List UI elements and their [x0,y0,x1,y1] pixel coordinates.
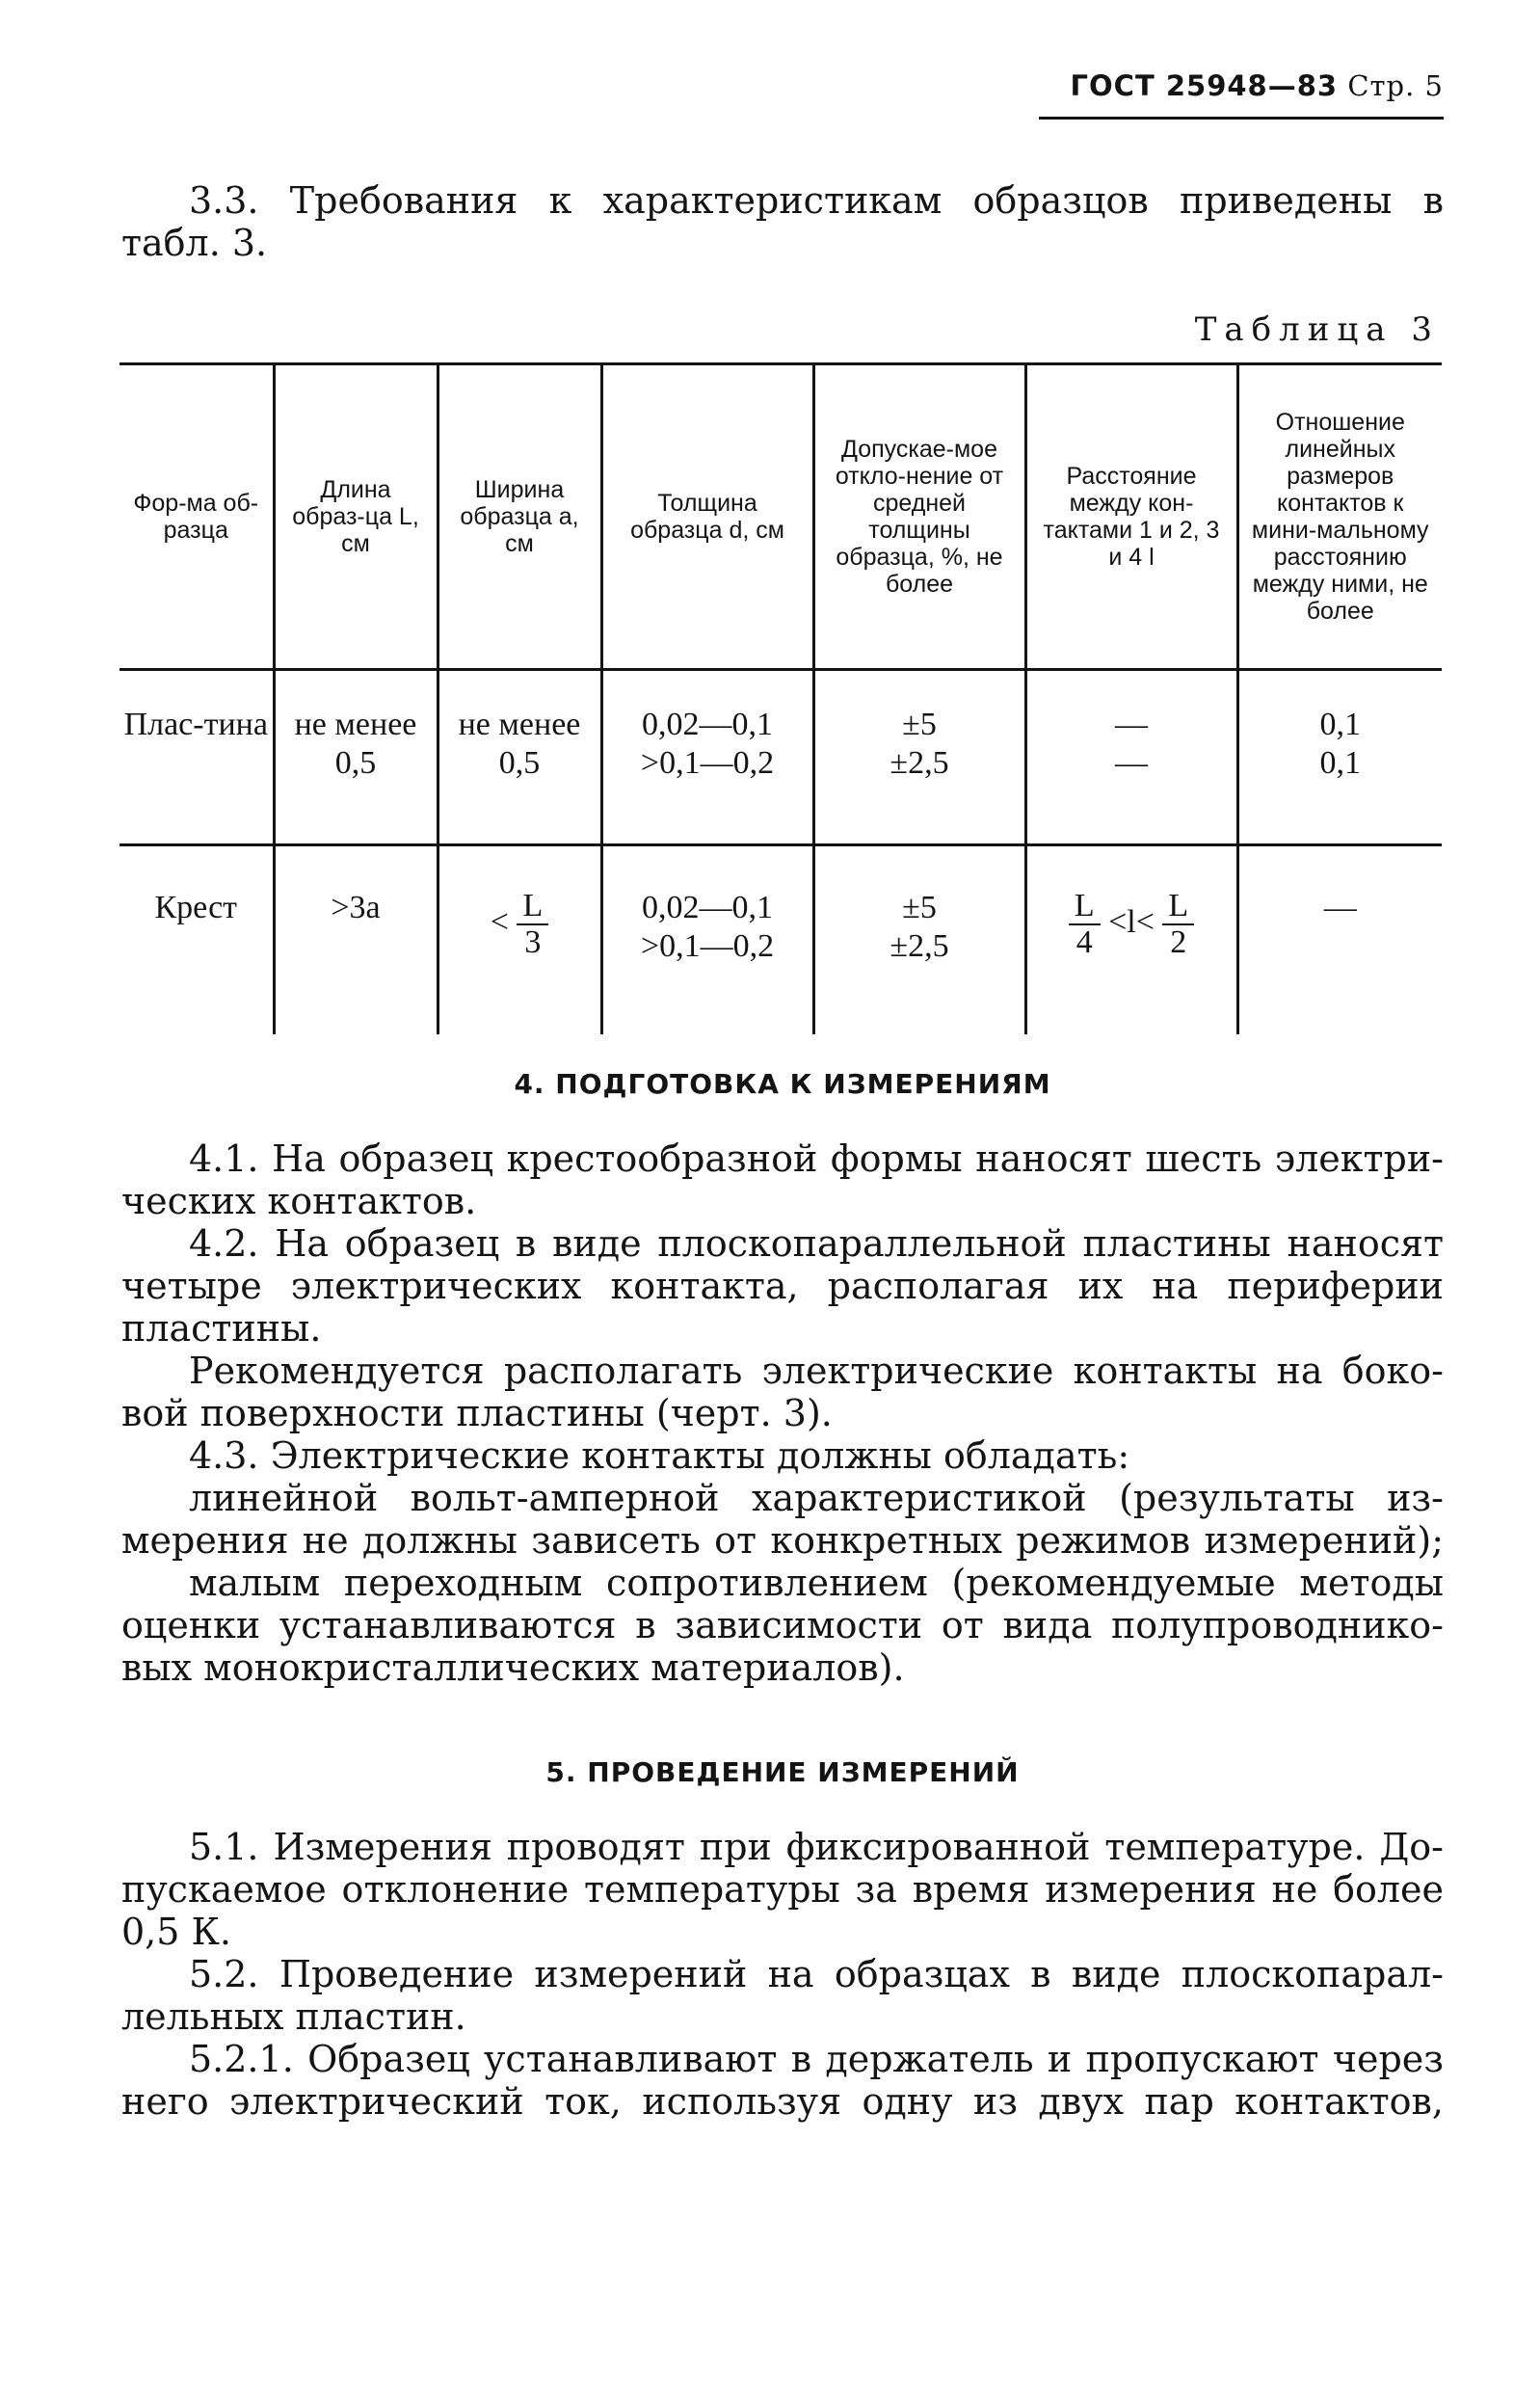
p51-line-2: пускаемое отклонение температуры за время измерения не более [121,1868,1444,1911]
p521-line-2: него электрический ток, используя одну из двух пар контактов, [121,2080,1444,2123]
p521-line-1: 5.2.1. Образец устанавливают в держатель и пропускают через [189,2038,1444,2080]
intro-line-2: табл. 3. [121,222,268,264]
cell-thickness-l1: 0,02—0,1 [642,707,773,742]
distance-left-num: L [1069,889,1101,925]
width-fraction-num: L [517,889,548,925]
distance-right-den: 2 [1170,924,1187,960]
table-header-row [119,364,1442,670]
cell-thickness-l1: 0,02—0,1 [642,890,773,925]
p42-line-2: четыре электрических контакта, располагая их на периферии [121,1265,1444,1307]
cell-form: Плас-тина [119,670,274,845]
cell-ratio: — [1237,845,1442,1035]
cell-form: Крест [154,890,238,925]
table-caption: Таблица 3 [1194,310,1440,349]
cell-deviation [813,670,1025,845]
distance-right-fraction [1162,889,1194,960]
cell-width [438,670,601,845]
page-header [1071,69,1444,102]
cell-distance [1025,845,1237,1035]
cell-width [438,845,601,1035]
cell-length [274,670,438,845]
cell-length: >3a [274,845,438,1035]
p42b-line-1: Рекомендуется располагать электрические контакты на боко- [189,1350,1444,1392]
p42b-line-2: вой поверхности пластины (черт. 3). [121,1392,833,1434]
cell-thickness-l2: >0,1—0,2 [640,745,775,781]
width-prefix: < [490,903,509,940]
intro-line-1: 3.3. Требования к характеристикам образцов приведены в [189,179,1444,222]
header-width: Ширина образца a, см [438,364,601,670]
p41-line-2: ческих контактов. [121,1180,477,1222]
cell-length-l2: 0,5 [334,745,377,781]
cell-deviation-l2: ±2,5 [889,928,949,964]
header-ratio: Отношение линейных размеров контактов к мини-мальному расстоянию между ними, не более [1237,364,1442,670]
p51-line-3: 0,5 К. [121,1911,231,1953]
page-number: Стр. 5 [1347,69,1444,102]
cell-deviation-l1: ±5 [902,890,937,925]
p43b-line-2: оценки устанавливаются в зависимости от вида полупроводнико- [121,1604,1444,1646]
header-thickness: Толщина образца d, см [601,364,813,670]
cell-distance-l1: — [1115,707,1148,742]
section-5-title: 5. ПРОВЕДЕНИЕ ИЗМЕРЕНИЙ [545,1756,1020,1788]
standard-number: ГОСТ 25948—83 [1070,69,1339,102]
p43b-line-1: малым переходным сопротивлением (рекомендуемые методы [189,1562,1444,1604]
p41-line-1: 4.1. На образец крестообразной формы наносят шесть электри- [189,1137,1444,1180]
header-rule [1039,117,1444,120]
p43a-line-2: мерения не должны зависеть от конкретных режимов измерений); [121,1519,1444,1562]
header-distance: Расстояние между кон-тактами 1 и 2, 3 и 4 l [1025,364,1237,670]
cell-deviation-l1: ±5 [902,707,937,742]
cell-thickness [601,670,813,845]
header-deviation: Допускае-мое откло-нение от средней толщины образца, %, не более [813,364,1025,670]
cell-width-l2: 0,5 [498,745,541,781]
cell-ratio-l2: 0,1 [1319,745,1361,781]
p43-line: 4.3. Электрические контакты должны обладать: [189,1434,1130,1477]
cell-deviation-l2: ±2,5 [889,745,949,781]
cell-deviation [813,845,1025,1035]
p42-line-1: 4.2. На образец в виде плоскопараллельной пластины наносят [189,1222,1444,1265]
cell-ratio [1237,670,1442,845]
width-fraction-den: 3 [524,924,542,960]
header-form: Фор-ма об-разца [119,364,274,670]
p52-line-2: лельных пластин. [121,1995,466,2038]
cell-thickness [601,845,813,1035]
p43a-line-1: линейной вольт-амперной характеристикой (результаты из- [189,1477,1444,1519]
p51-line-1: 5.1. Измерения проводят при фиксированной температуре. До- [189,1826,1444,1868]
distance-left-fraction [1069,889,1101,960]
cell-ratio-l1: 0,1 [1319,707,1361,742]
table-3 [119,362,1442,1034]
distance-middle: <l< [1108,903,1155,940]
table-row [119,670,1442,845]
cell-length-l1: не менее [294,707,417,742]
distance-right-num: L [1162,889,1194,925]
cell-distance [1025,670,1237,845]
cell-thickness-l2: >0,1—0,2 [640,928,775,964]
table-row [119,845,1442,1035]
cell-width-l1: не менее [458,707,581,742]
p42-line-3: пластины. [121,1307,322,1350]
section-4-title: 4. ПОДГОТОВКА К ИЗМЕРЕНИЯМ [514,1068,1051,1100]
p52-line-1: 5.2. Проведение измерений на образцах в виде плоскопарал- [189,1953,1444,1995]
header-length: Длина образ-ца L, см [274,364,438,670]
distance-left-den: 4 [1075,924,1093,960]
p43b-line-3: вых монокристаллических материалов). [121,1646,905,1689]
width-fraction [517,889,548,960]
cell-distance-l2: — [1115,745,1148,781]
